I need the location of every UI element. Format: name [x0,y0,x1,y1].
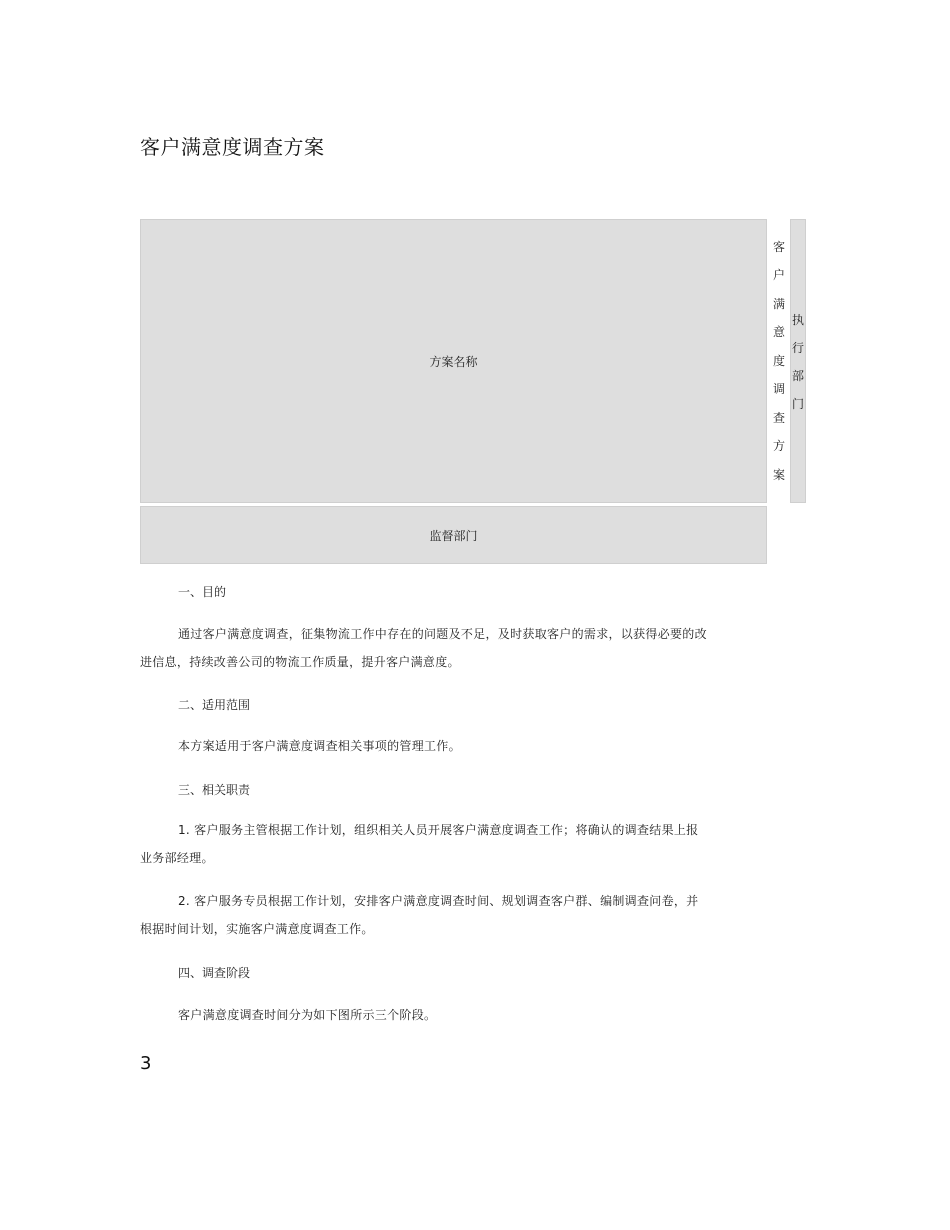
plan-name-value-char: 方 [772,439,785,454]
section-heading-duties: 三、相关职责 [178,783,251,797]
paragraph-duty-1: 1. 客户服务主管根据工作计划，组织相关人员开展客户满意度调查工作；将确认的调查结果上报业务部经理。 [140,823,699,865]
page-number: 3 [140,1053,152,1074]
supervise-department-label: 监督部门 [429,528,478,543]
exec-department-char: 部 [791,369,804,383]
section-heading-stages: 四、调查阶段 [178,966,251,980]
exec-department-cell [790,219,806,503]
exec-department-char: 行 [791,341,804,355]
plan-name-label: 方案名称 [429,354,478,369]
plan-name-value-char: 户 [772,268,785,283]
plan-name-value-char: 客 [772,239,785,254]
plan-name-value-char: 查 [772,410,785,425]
paragraph-stages: 客户满意度调查时间分为如下图所示三个阶段。 [178,1008,437,1022]
supervise-department-cell [140,506,767,564]
section-heading-scope: 二、适用范围 [178,698,251,712]
plan-name-cell [140,219,767,503]
plan-name-value-char: 满 [772,296,785,311]
plan-name-value-char: 度 [772,353,785,368]
document-title: 客户满意度调查方案 [140,135,325,159]
section-heading-purpose: 一、目的 [178,585,227,599]
paragraph-purpose: 通过客户满意度调查，征集物流工作中存在的问题及不足，及时获取客户的需求，以获得必要的改进信息，持续改善公司的物流工作质量，提升客户满意度。 [140,627,707,669]
paragraph-scope: 本方案适用于客户满意度调查相关事项的管理工作。 [178,739,461,753]
plan-name-value-char: 案 [772,467,785,482]
plan-name-value-char: 意 [772,325,785,340]
exec-department-char: 门 [791,397,804,411]
plan-name-value-cell [768,219,790,503]
exec-department-char: 执 [791,313,804,327]
paragraph-duty-2: 2. 客户服务专员根据工作计划，安排客户满意度调查时间、规划调查客户群、编制调查问卷，并根据时间计划，实施客户满意度调查工作。 [140,894,699,936]
plan-name-value-char: 调 [772,382,785,397]
